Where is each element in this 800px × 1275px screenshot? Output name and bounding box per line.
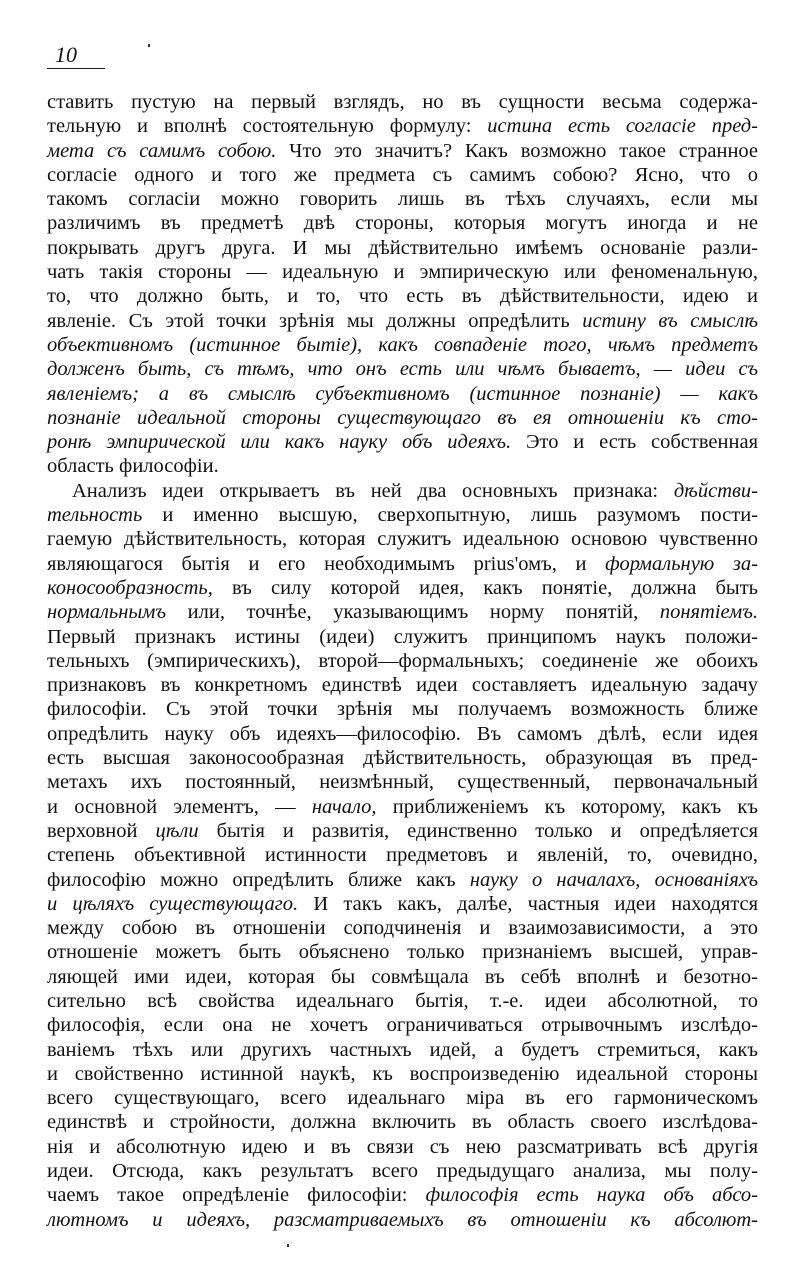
text: покрывать другъ друга. И мы дѣйствительно имѣемъ основаніе разли-: [47, 236, 758, 259]
italic-text: и цѣляхъ существующаго.: [47, 892, 299, 915]
text-line: [47, 819, 758, 843]
text: идеи. Отсюда, какъ результатъ всего предыдущаго анализа, мы полу-: [47, 1160, 758, 1183]
italic-text: формальную за-: [605, 552, 758, 575]
text: степень объективной истинности предметовъ и явленій, то, очевидно,: [47, 844, 758, 867]
italic-text: явленіемъ; а въ смыслѣ субъективномъ (истинное познаніе) — какъ: [47, 382, 758, 405]
text-line: [47, 940, 758, 964]
text-line: [47, 770, 758, 794]
text-line: [47, 260, 758, 284]
text: такомъ согласіи можно говорить лишь въ тѣхъ случаяхъ, если мы: [47, 188, 758, 211]
text-line: [47, 868, 758, 892]
italic-text: мета съ самимъ собою.: [47, 139, 277, 162]
print-speck: [148, 44, 150, 47]
text-line: [47, 600, 758, 624]
text: то, что должно быть, и то, что есть въ дѣйствительности, идею и: [47, 285, 758, 308]
text-line: [47, 90, 758, 114]
text-line: [47, 746, 758, 770]
text: ваніемъ тѣхъ или другихъ частныхъ идей, а будетъ стремиться, какъ: [47, 1038, 758, 1061]
text: тельную и вполнѣ состоятельную формулу:: [47, 115, 488, 138]
text: признаковъ въ конкретномъ единствѣ идеи составляетъ идеальную задачу: [47, 674, 758, 697]
text: бытія и развитія, единственно только и опредѣляется: [198, 819, 758, 842]
italic-text: объективномъ (истинное бытіе), какъ совпаденіе того, чѣмъ предметъ: [47, 333, 758, 356]
text: и свойственно истинной наукѣ, къ воспроизведенію идеальной стороны: [47, 1062, 758, 1085]
italic-text: истину въ смыслѣ: [582, 309, 758, 332]
text-line: [47, 1110, 758, 1134]
text-line: [47, 552, 758, 576]
text: въ силу которой идея, какъ понятіе, должна быть: [212, 576, 758, 599]
text-line: [47, 163, 758, 187]
text-line: [47, 625, 758, 649]
text: Что это значитъ? Какъ возможно такое странное: [276, 139, 759, 162]
text-line: [47, 430, 758, 454]
text-line: [47, 1159, 758, 1183]
text: Первый признакъ истины (идеи) служитъ принципомъ наукъ положи-: [47, 625, 758, 648]
italic-text: коносообразность,: [47, 576, 213, 599]
text-line: [47, 382, 758, 406]
italic-text: дѣйстви-: [673, 479, 758, 502]
page-number-rule: [47, 68, 105, 69]
text: всего существующаго, всего идеальнаго міра въ его гармоническомъ: [47, 1087, 758, 1110]
text-line: [47, 1183, 758, 1207]
text: метахъ ихъ постоянный, неизмѣнный, существенный, первоначальный: [47, 771, 758, 794]
text: ляющей ими идеи, которая бы совмѣщала въ себѣ вполнѣ и безотно-: [47, 965, 758, 988]
text: согласіе одного и того же предмета съ самимъ собою? Ясно, что о: [47, 163, 758, 186]
text-line: [47, 965, 758, 989]
italic-text: тельность: [47, 504, 143, 527]
text-line: [47, 1135, 758, 1159]
italic-text: цѣли: [155, 819, 199, 842]
text-line: [47, 649, 758, 673]
print-speck: [287, 1244, 289, 1247]
text-line: [47, 1062, 758, 1086]
italic-text: познаніе идеальной стороны существующаго въ ея отношеніи къ сто-: [47, 406, 758, 429]
text: и основной элементъ, —: [47, 795, 312, 818]
italic-text: лютномъ и идеяхъ, разсматриваемыхъ въ отношеніи къ абсолют-: [47, 1208, 758, 1231]
text-line: [47, 576, 758, 600]
text-line: [47, 284, 758, 308]
italic-text: науку о началахъ, основаніяхъ: [469, 868, 758, 891]
text: гаемую дѣйствительность, которая служитъ идеальною основою чувственно: [47, 528, 758, 551]
text: Анализъ идеи открываетъ въ ней два основныхъ признака:: [72, 479, 674, 502]
text: и именно высшую, сверхопытную, лишь разумомъ пости-: [142, 504, 758, 527]
text-line: [47, 114, 758, 138]
text-line: [47, 527, 758, 551]
italic-text: долженъ быть, съ тѣмъ, что онъ есть или чѣмъ бываетъ, — идеи съ: [47, 358, 758, 381]
text-line: [47, 1208, 758, 1232]
text-line: [47, 989, 758, 1013]
body-text: [47, 90, 758, 1232]
text: явленіе. Съ этой точки зрѣнія мы должны опредѣлить: [47, 309, 583, 332]
text: ставить пустую на первый взглядъ, но въ сущности весьма содержа-: [47, 91, 758, 113]
italic-text: начало,: [311, 795, 377, 818]
text-line: [47, 795, 758, 819]
text-line: [47, 309, 758, 333]
page-number: 10: [55, 42, 77, 67]
text-line: [47, 892, 758, 916]
text: отношеніе можетъ быть объяснено только признаніемъ высшей, управ-: [47, 941, 758, 964]
text: И такъ какъ, далѣе, частныя идеи находятся: [298, 892, 758, 915]
text-line: [47, 236, 758, 260]
text-line: [47, 211, 758, 235]
text: философію можно опредѣлить ближе какъ: [47, 868, 470, 891]
text-line: [47, 1086, 758, 1110]
text-line: [47, 916, 758, 940]
text: различимъ въ предметѣ двѣ стороны, которыя могутъ иногда и не: [47, 212, 758, 235]
text-line: [47, 479, 758, 503]
italic-text: истина есть согласіе пред-: [487, 115, 758, 138]
text: между собою въ отношеніи соподчиненія и взаимозависимости, а это: [47, 917, 758, 940]
text-line: [47, 454, 758, 478]
italic-text: нормальнымъ: [47, 601, 167, 624]
text-line: [47, 843, 758, 867]
text-line: [47, 406, 758, 430]
text: философіи. Съ этой точки зрѣнія мы получаемъ возможность ближе: [47, 698, 758, 721]
text-line: [47, 673, 758, 697]
text-line: [47, 357, 758, 381]
text: или, точнѣе, указывающимъ норму понятій,: [166, 601, 660, 624]
text-line: [47, 139, 758, 163]
text-line: [47, 697, 758, 721]
text: являющагося бытія и его необходимымъ prius'омъ, и: [47, 552, 606, 575]
italic-text: понятіемъ.: [659, 601, 758, 624]
text-line: [47, 1013, 758, 1037]
text-line: [47, 503, 758, 527]
text-line: [47, 333, 758, 357]
text: философія, если она не хочетъ ограничиваться отрывочнымъ изслѣдо-: [47, 1014, 758, 1037]
text: Это и есть собственная: [511, 431, 758, 454]
italic-text: философія есть наука объ абсо-: [425, 1184, 758, 1207]
text: опредѣлить науку объ идеяхъ—философію. Въ самомъ дѣлѣ, если идея: [47, 722, 758, 745]
text-line: [47, 722, 758, 746]
text: тельныхъ (эмпирическихъ), второй—формальныхъ; соединеніе же обоихъ: [47, 649, 758, 672]
text-line: [47, 1038, 758, 1062]
text: область философіи.: [47, 455, 219, 478]
text: приближеніемъ къ которому, какъ къ: [376, 795, 758, 818]
text: единствѣ и стройности, должна включить въ область своего изслѣдова-: [47, 1111, 758, 1134]
text: сительно всѣ свойства идеальнаго бытія, т.-е. идеи абсолютной, то: [47, 989, 758, 1012]
text-line: [47, 187, 758, 211]
text: верховной: [47, 819, 156, 842]
text: чаемъ такое опредѣленіе философіи:: [47, 1184, 426, 1207]
text: чать такія стороны — идеальную и эмпирическую или феноменальную,: [47, 261, 758, 284]
text: нія и абсолютную идею и въ связи съ нею разсматривать всѣ другія: [47, 1135, 758, 1158]
italic-text: ронѣ эмпирической или какъ науку объ идеяхъ.: [47, 431, 512, 454]
text: есть высшая законосообразная дѣйствительность, образующая въ пред-: [47, 747, 758, 770]
